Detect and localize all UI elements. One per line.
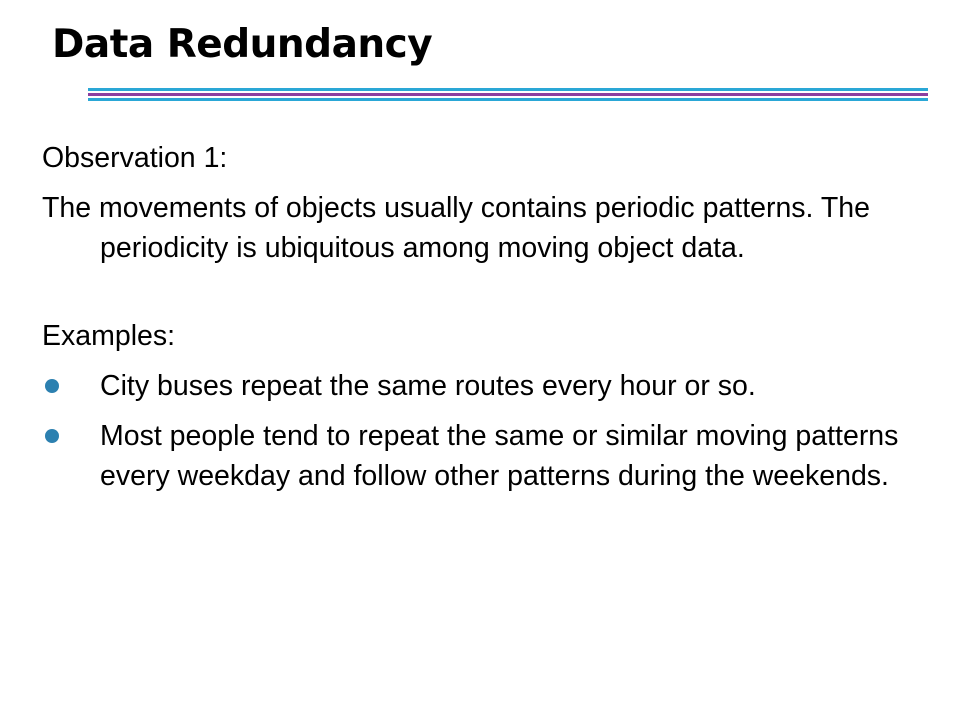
examples-list (42, 366, 922, 496)
observation-text: The movements of objects usually contains periodic patterns. The periodicity is ubiquitous among moving object data. (42, 192, 870, 264)
slide-title: Data Redundancy (52, 22, 433, 67)
title-underline-bottom (88, 98, 928, 101)
list-item (42, 416, 922, 496)
bullet-icon (45, 429, 59, 443)
bullet-icon (45, 379, 59, 393)
title-underline-top (88, 88, 928, 91)
examples-heading: Examples: (42, 320, 176, 352)
example-text: City buses repeat the same routes every hour or so. (100, 370, 756, 402)
example-text: Most people tend to repeat the same or similar moving patterns every weekday and follow other patterns during the weekends. (100, 420, 899, 492)
observation-heading: Observation 1: (42, 142, 228, 174)
title-underline-middle (88, 93, 928, 96)
list-item (42, 366, 922, 406)
slide-body (42, 138, 922, 506)
